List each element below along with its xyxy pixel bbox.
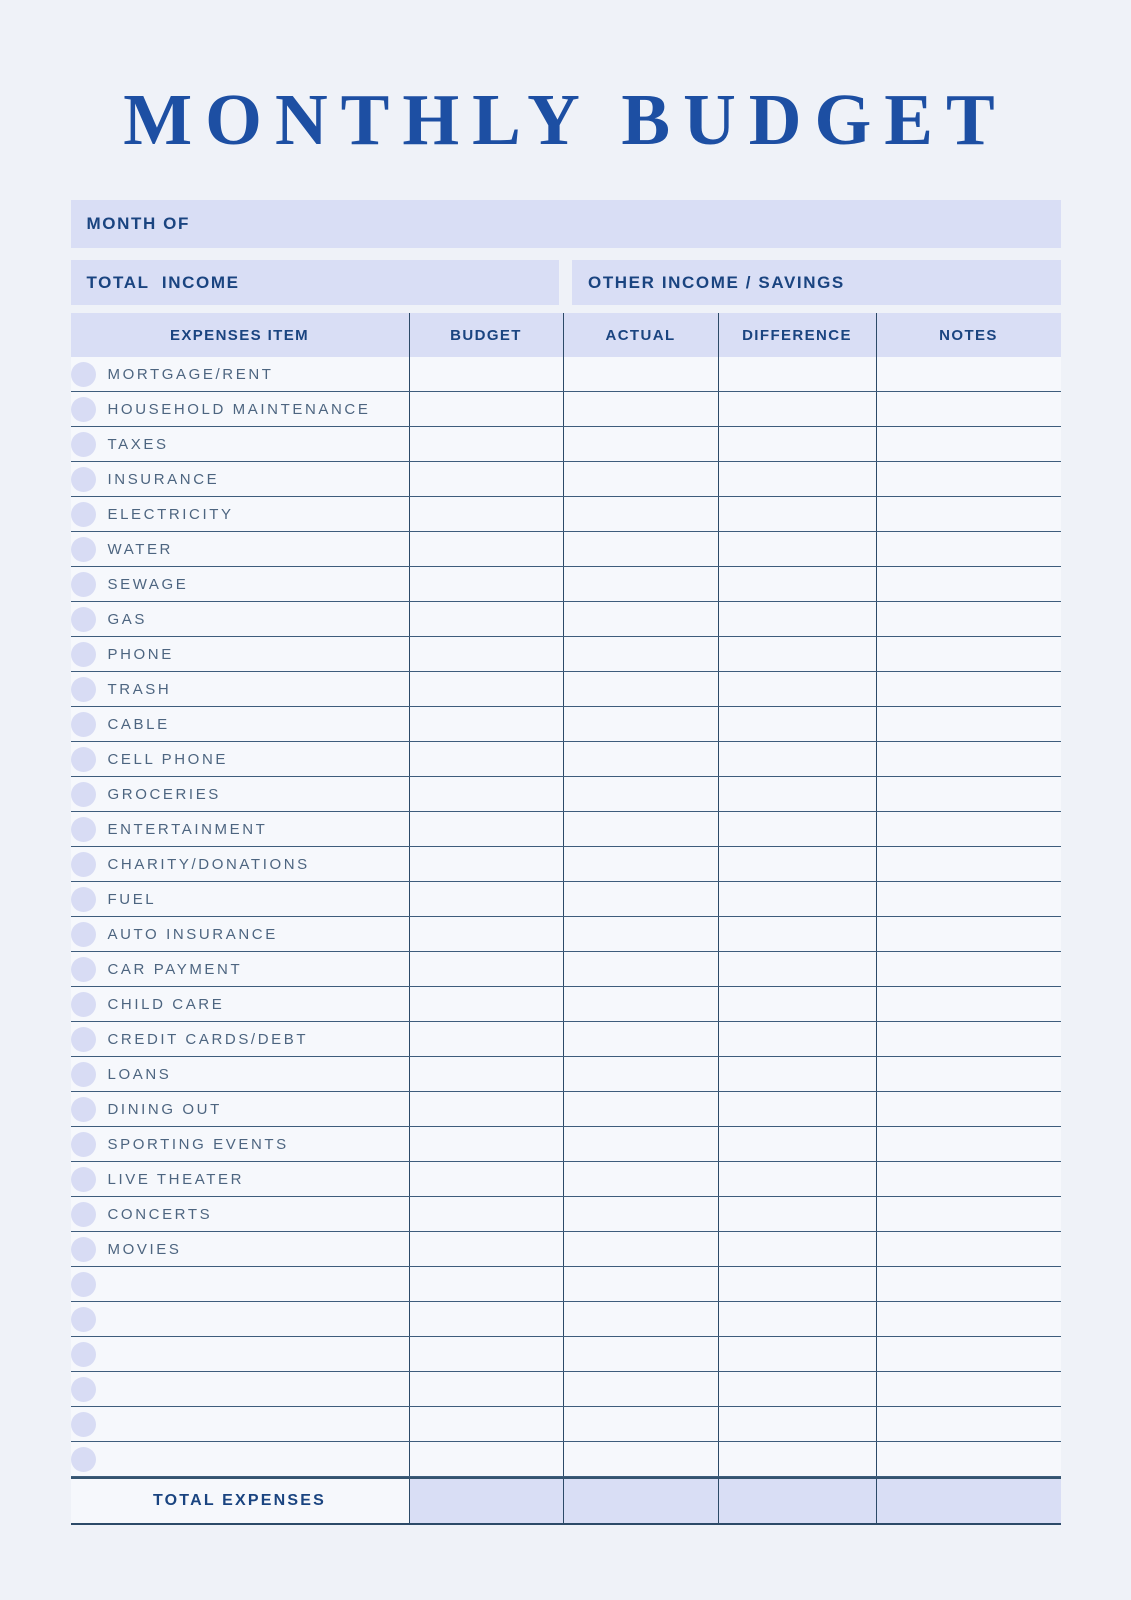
difference-cell[interactable] — [718, 357, 876, 391]
expense-item-label: ELECTRICITY — [107, 505, 234, 523]
expense-item-cell — [71, 917, 409, 951]
expense-item-cell — [71, 672, 409, 706]
expense-item-label: ENTERTAINMENT — [107, 820, 268, 838]
table-row — [71, 1092, 1061, 1127]
expense-item-cell — [71, 1337, 409, 1371]
expense-item-label: FUEL — [107, 890, 157, 908]
table-row — [71, 1302, 1061, 1337]
table-row — [71, 1197, 1061, 1232]
total-notes-cell[interactable] — [876, 1479, 1061, 1523]
notes-cell[interactable] — [876, 1022, 1061, 1056]
table-row — [71, 812, 1061, 847]
expense-item-label: PHONE — [107, 645, 174, 663]
budget-cell[interactable] — [409, 532, 563, 566]
total-expenses-row — [71, 1477, 1061, 1525]
actual-cell[interactable] — [563, 1057, 718, 1091]
expense-item-cell — [71, 1302, 409, 1336]
table-header-row — [71, 313, 1061, 357]
expense-item-label: TAXES — [107, 435, 169, 453]
expense-item-cell — [71, 497, 409, 531]
notes-cell[interactable] — [876, 1267, 1061, 1301]
expense-item-cell — [71, 1407, 409, 1441]
expense-item-cell — [71, 1442, 409, 1476]
budget-cell[interactable] — [409, 777, 563, 811]
actual-cell[interactable] — [563, 812, 718, 846]
bullet-circle-icon — [71, 1307, 96, 1332]
table-row — [71, 637, 1061, 672]
difference-cell[interactable] — [718, 742, 876, 776]
budget-cell[interactable] — [409, 1407, 563, 1441]
actual-cell[interactable] — [563, 707, 718, 741]
budget-cell[interactable] — [409, 392, 563, 426]
notes-cell[interactable] — [876, 462, 1061, 496]
difference-cell[interactable] — [718, 1372, 876, 1406]
expense-item-label: INSURANCE — [107, 470, 220, 488]
expense-item-label: LIVE THEATER — [107, 1170, 245, 1188]
notes-cell[interactable] — [876, 1162, 1061, 1196]
difference-cell[interactable] — [718, 812, 876, 846]
expense-item-cell — [71, 392, 409, 426]
table-row — [71, 392, 1061, 427]
income-section — [71, 260, 1061, 305]
actual-cell[interactable] — [563, 1337, 718, 1371]
actual-cell[interactable] — [563, 672, 718, 706]
difference-cell[interactable] — [718, 917, 876, 951]
difference-cell[interactable] — [718, 1267, 876, 1301]
difference-cell[interactable] — [718, 1162, 876, 1196]
bullet-circle-icon — [71, 362, 96, 387]
budget-cell[interactable] — [409, 812, 563, 846]
total-actual-cell[interactable] — [563, 1479, 718, 1523]
notes-cell[interactable] — [876, 707, 1061, 741]
notes-cell[interactable] — [876, 672, 1061, 706]
bullet-circle-icon — [71, 1027, 96, 1052]
difference-cell[interactable] — [718, 602, 876, 636]
month-of-field[interactable] — [71, 200, 1061, 248]
bullet-circle-icon — [71, 922, 96, 947]
bullet-circle-icon — [71, 957, 96, 982]
notes-cell[interactable] — [876, 637, 1061, 671]
header-notes: NOTES — [876, 313, 1061, 357]
table-row — [71, 707, 1061, 742]
table-row — [71, 1442, 1061, 1477]
table-row — [71, 602, 1061, 637]
notes-cell[interactable] — [876, 497, 1061, 531]
notes-cell[interactable] — [876, 567, 1061, 601]
bullet-circle-icon — [71, 677, 96, 702]
table-row — [71, 1162, 1061, 1197]
notes-cell[interactable] — [876, 1197, 1061, 1231]
bullet-circle-icon — [71, 397, 96, 422]
notes-cell[interactable] — [876, 392, 1061, 426]
month-of-label: MONTH OF — [86, 214, 190, 233]
table-row — [71, 1127, 1061, 1162]
expense-item-label: MORTGAGE/RENT — [107, 365, 274, 383]
total-budget-cell[interactable] — [409, 1479, 563, 1523]
bullet-circle-icon — [71, 887, 96, 912]
expense-item-cell — [71, 812, 409, 846]
actual-cell[interactable] — [563, 427, 718, 461]
expense-item-label: LOANS — [107, 1065, 172, 1083]
expense-item-cell — [71, 1232, 409, 1266]
other-income-savings-label: OTHER INCOME / SAVINGS — [588, 272, 845, 292]
expense-item-cell — [71, 1372, 409, 1406]
actual-cell[interactable] — [563, 1407, 718, 1441]
notes-cell[interactable] — [876, 917, 1061, 951]
bullet-circle-icon — [71, 502, 96, 527]
budget-cell[interactable] — [409, 1267, 563, 1301]
header-budget: BUDGET — [409, 313, 563, 357]
expense-item-label: CAR PAYMENT — [107, 960, 243, 978]
budget-cell[interactable] — [409, 917, 563, 951]
actual-cell[interactable] — [563, 567, 718, 601]
header-difference: DIFFERENCE — [718, 313, 876, 357]
expense-item-label: DINING OUT — [107, 1100, 222, 1118]
difference-cell[interactable] — [718, 1092, 876, 1126]
expense-item-cell — [71, 1197, 409, 1231]
actual-cell[interactable] — [563, 1092, 718, 1126]
bullet-circle-icon — [71, 1447, 96, 1472]
expenses-table — [71, 313, 1061, 1525]
expense-item-cell — [71, 742, 409, 776]
notes-cell[interactable] — [876, 812, 1061, 846]
actual-cell[interactable] — [563, 777, 718, 811]
budget-cell[interactable] — [409, 1232, 563, 1266]
table-row — [71, 1267, 1061, 1302]
table-row — [71, 1022, 1061, 1057]
difference-cell[interactable] — [718, 637, 876, 671]
notes-cell[interactable] — [876, 952, 1061, 986]
budget-cell[interactable] — [409, 707, 563, 741]
table-row — [71, 777, 1061, 812]
table-row — [71, 847, 1061, 882]
bullet-circle-icon — [71, 817, 96, 842]
budget-cell[interactable] — [409, 987, 563, 1021]
notes-cell[interactable] — [876, 602, 1061, 636]
actual-cell[interactable] — [563, 532, 718, 566]
expense-item-label: MOVIES — [107, 1240, 182, 1258]
actual-cell[interactable] — [563, 987, 718, 1021]
notes-cell[interactable] — [876, 357, 1061, 391]
bullet-circle-icon — [71, 572, 96, 597]
difference-cell[interactable] — [718, 1022, 876, 1056]
budget-cell[interactable] — [409, 427, 563, 461]
difference-cell[interactable] — [718, 1442, 876, 1476]
expense-item-label: CABLE — [107, 715, 170, 733]
expense-item-cell — [71, 707, 409, 741]
actual-cell[interactable] — [563, 357, 718, 391]
difference-cell[interactable] — [718, 777, 876, 811]
expense-item-label: SEWAGE — [107, 575, 189, 593]
bullet-circle-icon — [71, 782, 96, 807]
expense-item-cell — [71, 847, 409, 881]
expense-item-cell — [71, 532, 409, 566]
budget-page — [71, 0, 1061, 1525]
table-row — [71, 1232, 1061, 1267]
budget-cell[interactable] — [409, 462, 563, 496]
actual-cell[interactable] — [563, 1162, 718, 1196]
difference-cell[interactable] — [718, 427, 876, 461]
bullet-circle-icon — [71, 747, 96, 772]
bullet-circle-icon — [71, 607, 96, 632]
expense-item-cell — [71, 462, 409, 496]
bullet-circle-icon — [71, 1062, 96, 1087]
expense-item-cell — [71, 1022, 409, 1056]
expense-item-label: CREDIT CARDS/DEBT — [107, 1030, 309, 1048]
bullet-circle-icon — [71, 1377, 96, 1402]
budget-cell[interactable] — [409, 602, 563, 636]
budget-cell[interactable] — [409, 497, 563, 531]
difference-cell[interactable] — [718, 1197, 876, 1231]
bullet-circle-icon — [71, 432, 96, 457]
expense-item-label: HOUSEHOLD MAINTENANCE — [107, 400, 371, 418]
total-income-label: TOTAL INCOME — [86, 272, 240, 292]
actual-cell[interactable] — [563, 882, 718, 916]
difference-cell[interactable] — [718, 1057, 876, 1091]
budget-cell[interactable] — [409, 742, 563, 776]
notes-cell[interactable] — [876, 1337, 1061, 1371]
expense-item-cell — [71, 987, 409, 1021]
bullet-circle-icon — [71, 852, 96, 877]
difference-cell[interactable] — [718, 952, 876, 986]
difference-cell[interactable] — [718, 987, 876, 1021]
notes-cell[interactable] — [876, 882, 1061, 916]
budget-cell[interactable] — [409, 1302, 563, 1336]
table-row — [71, 882, 1061, 917]
expense-item-cell — [71, 882, 409, 916]
bullet-circle-icon — [71, 1237, 96, 1262]
expense-item-cell — [71, 1162, 409, 1196]
expense-item-cell — [71, 602, 409, 636]
bullet-circle-icon — [71, 712, 96, 737]
actual-cell[interactable] — [563, 1127, 718, 1161]
bullet-circle-icon — [71, 467, 96, 492]
actual-cell[interactable] — [563, 1372, 718, 1406]
budget-cell[interactable] — [409, 952, 563, 986]
budget-cell[interactable] — [409, 1197, 563, 1231]
expense-item-cell — [71, 427, 409, 461]
expense-item-cell — [71, 1092, 409, 1126]
difference-cell[interactable] — [718, 707, 876, 741]
header-actual: ACTUAL — [563, 313, 718, 357]
difference-cell[interactable] — [718, 497, 876, 531]
difference-cell[interactable] — [718, 1127, 876, 1161]
expense-item-label: CHILD CARE — [107, 995, 225, 1013]
bullet-circle-icon — [71, 1097, 96, 1122]
budget-cell[interactable] — [409, 1372, 563, 1406]
difference-cell[interactable] — [718, 1407, 876, 1441]
page-title: MONTHLY BUDGET — [123, 79, 1008, 160]
actual-cell[interactable] — [563, 742, 718, 776]
budget-cell[interactable] — [409, 567, 563, 601]
budget-cell[interactable] — [409, 1337, 563, 1371]
budget-cell[interactable] — [409, 882, 563, 916]
budget-cell[interactable] — [409, 357, 563, 391]
difference-cell[interactable] — [718, 392, 876, 426]
expense-item-label: CELL PHONE — [107, 750, 228, 768]
header-expenses-item: EXPENSES ITEM — [169, 326, 310, 344]
expense-item-label: AUTO INSURANCE — [107, 925, 278, 943]
bullet-circle-icon — [71, 1167, 96, 1192]
table-row — [71, 742, 1061, 777]
table-row — [71, 532, 1061, 567]
difference-cell[interactable] — [718, 1337, 876, 1371]
bullet-circle-icon — [71, 992, 96, 1017]
table-row — [71, 1337, 1061, 1372]
other-income-savings-field[interactable] — [572, 260, 1061, 305]
difference-cell[interactable] — [718, 1232, 876, 1266]
notes-cell[interactable] — [876, 987, 1061, 1021]
actual-cell[interactable] — [563, 1232, 718, 1266]
table-row — [71, 1372, 1061, 1407]
notes-cell[interactable] — [876, 1057, 1061, 1091]
bullet-circle-icon — [71, 1272, 96, 1297]
budget-cell[interactable] — [409, 1442, 563, 1476]
actual-cell[interactable] — [563, 462, 718, 496]
difference-cell[interactable] — [718, 567, 876, 601]
difference-cell[interactable] — [718, 462, 876, 496]
actual-cell[interactable] — [563, 392, 718, 426]
actual-cell[interactable] — [563, 1022, 718, 1056]
table-row — [71, 567, 1061, 602]
notes-cell[interactable] — [876, 1127, 1061, 1161]
bullet-circle-icon — [71, 1132, 96, 1157]
actual-cell[interactable] — [563, 952, 718, 986]
notes-cell[interactable] — [876, 777, 1061, 811]
table-row — [71, 917, 1061, 952]
expense-item-cell — [71, 637, 409, 671]
budget-cell[interactable] — [409, 847, 563, 881]
budget-cell[interactable] — [409, 637, 563, 671]
budget-cell[interactable] — [409, 1022, 563, 1056]
notes-cell[interactable] — [876, 742, 1061, 776]
actual-cell[interactable] — [563, 1197, 718, 1231]
expense-item-label: TRASH — [107, 680, 172, 698]
bullet-circle-icon — [71, 537, 96, 562]
bullet-circle-icon — [71, 1342, 96, 1367]
actual-cell[interactable] — [563, 847, 718, 881]
actual-cell[interactable] — [563, 602, 718, 636]
bullet-circle-icon — [71, 1412, 96, 1437]
expense-item-cell — [71, 952, 409, 986]
total-income-field[interactable] — [71, 260, 560, 305]
table-row — [71, 1407, 1061, 1442]
actual-cell[interactable] — [563, 1442, 718, 1476]
actual-cell[interactable] — [563, 1302, 718, 1336]
actual-cell[interactable] — [563, 497, 718, 531]
notes-cell[interactable] — [876, 532, 1061, 566]
expense-item-label: WATER — [107, 540, 173, 558]
expense-item-cell — [71, 777, 409, 811]
table-row — [71, 952, 1061, 987]
budget-cell[interactable] — [409, 1092, 563, 1126]
table-body — [71, 357, 1061, 1477]
expense-item-cell — [71, 357, 409, 391]
actual-cell[interactable] — [563, 917, 718, 951]
difference-cell[interactable] — [718, 672, 876, 706]
notes-cell[interactable] — [876, 1302, 1061, 1336]
notes-cell[interactable] — [876, 1407, 1061, 1441]
table-row — [71, 1057, 1061, 1092]
actual-cell[interactable] — [563, 1267, 718, 1301]
notes-cell[interactable] — [876, 427, 1061, 461]
expense-item-label: SPORTING EVENTS — [107, 1135, 289, 1153]
bullet-circle-icon — [71, 1202, 96, 1227]
notes-cell[interactable] — [876, 1442, 1061, 1476]
difference-cell[interactable] — [718, 532, 876, 566]
table-row — [71, 987, 1061, 1022]
budget-cell[interactable] — [409, 1127, 563, 1161]
difference-cell[interactable] — [718, 882, 876, 916]
notes-cell[interactable] — [876, 1372, 1061, 1406]
actual-cell[interactable] — [563, 637, 718, 671]
total-difference-cell[interactable] — [718, 1479, 876, 1523]
budget-cell[interactable] — [409, 1057, 563, 1091]
expense-item-label: CONCERTS — [107, 1205, 213, 1223]
difference-cell[interactable] — [718, 847, 876, 881]
table-row — [71, 672, 1061, 707]
notes-cell[interactable] — [876, 1232, 1061, 1266]
expense-item-label: GAS — [107, 610, 147, 628]
notes-cell[interactable] — [876, 1092, 1061, 1126]
table-row — [71, 357, 1061, 392]
table-row — [71, 497, 1061, 532]
table-row — [71, 427, 1061, 462]
difference-cell[interactable] — [718, 1302, 876, 1336]
total-expenses-label: TOTAL EXPENSES — [152, 1492, 327, 1509]
bullet-circle-icon — [71, 642, 96, 667]
budget-cell[interactable] — [409, 1162, 563, 1196]
expense-item-label: GROCERIES — [107, 785, 221, 803]
expense-item-cell — [71, 1267, 409, 1301]
expense-item-cell — [71, 1057, 409, 1091]
budget-cell[interactable] — [409, 672, 563, 706]
expense-item-cell — [71, 567, 409, 601]
table-row — [71, 462, 1061, 497]
expense-item-label: CHARITY/DONATIONS — [107, 855, 310, 873]
notes-cell[interactable] — [876, 847, 1061, 881]
expense-item-cell — [71, 1127, 409, 1161]
